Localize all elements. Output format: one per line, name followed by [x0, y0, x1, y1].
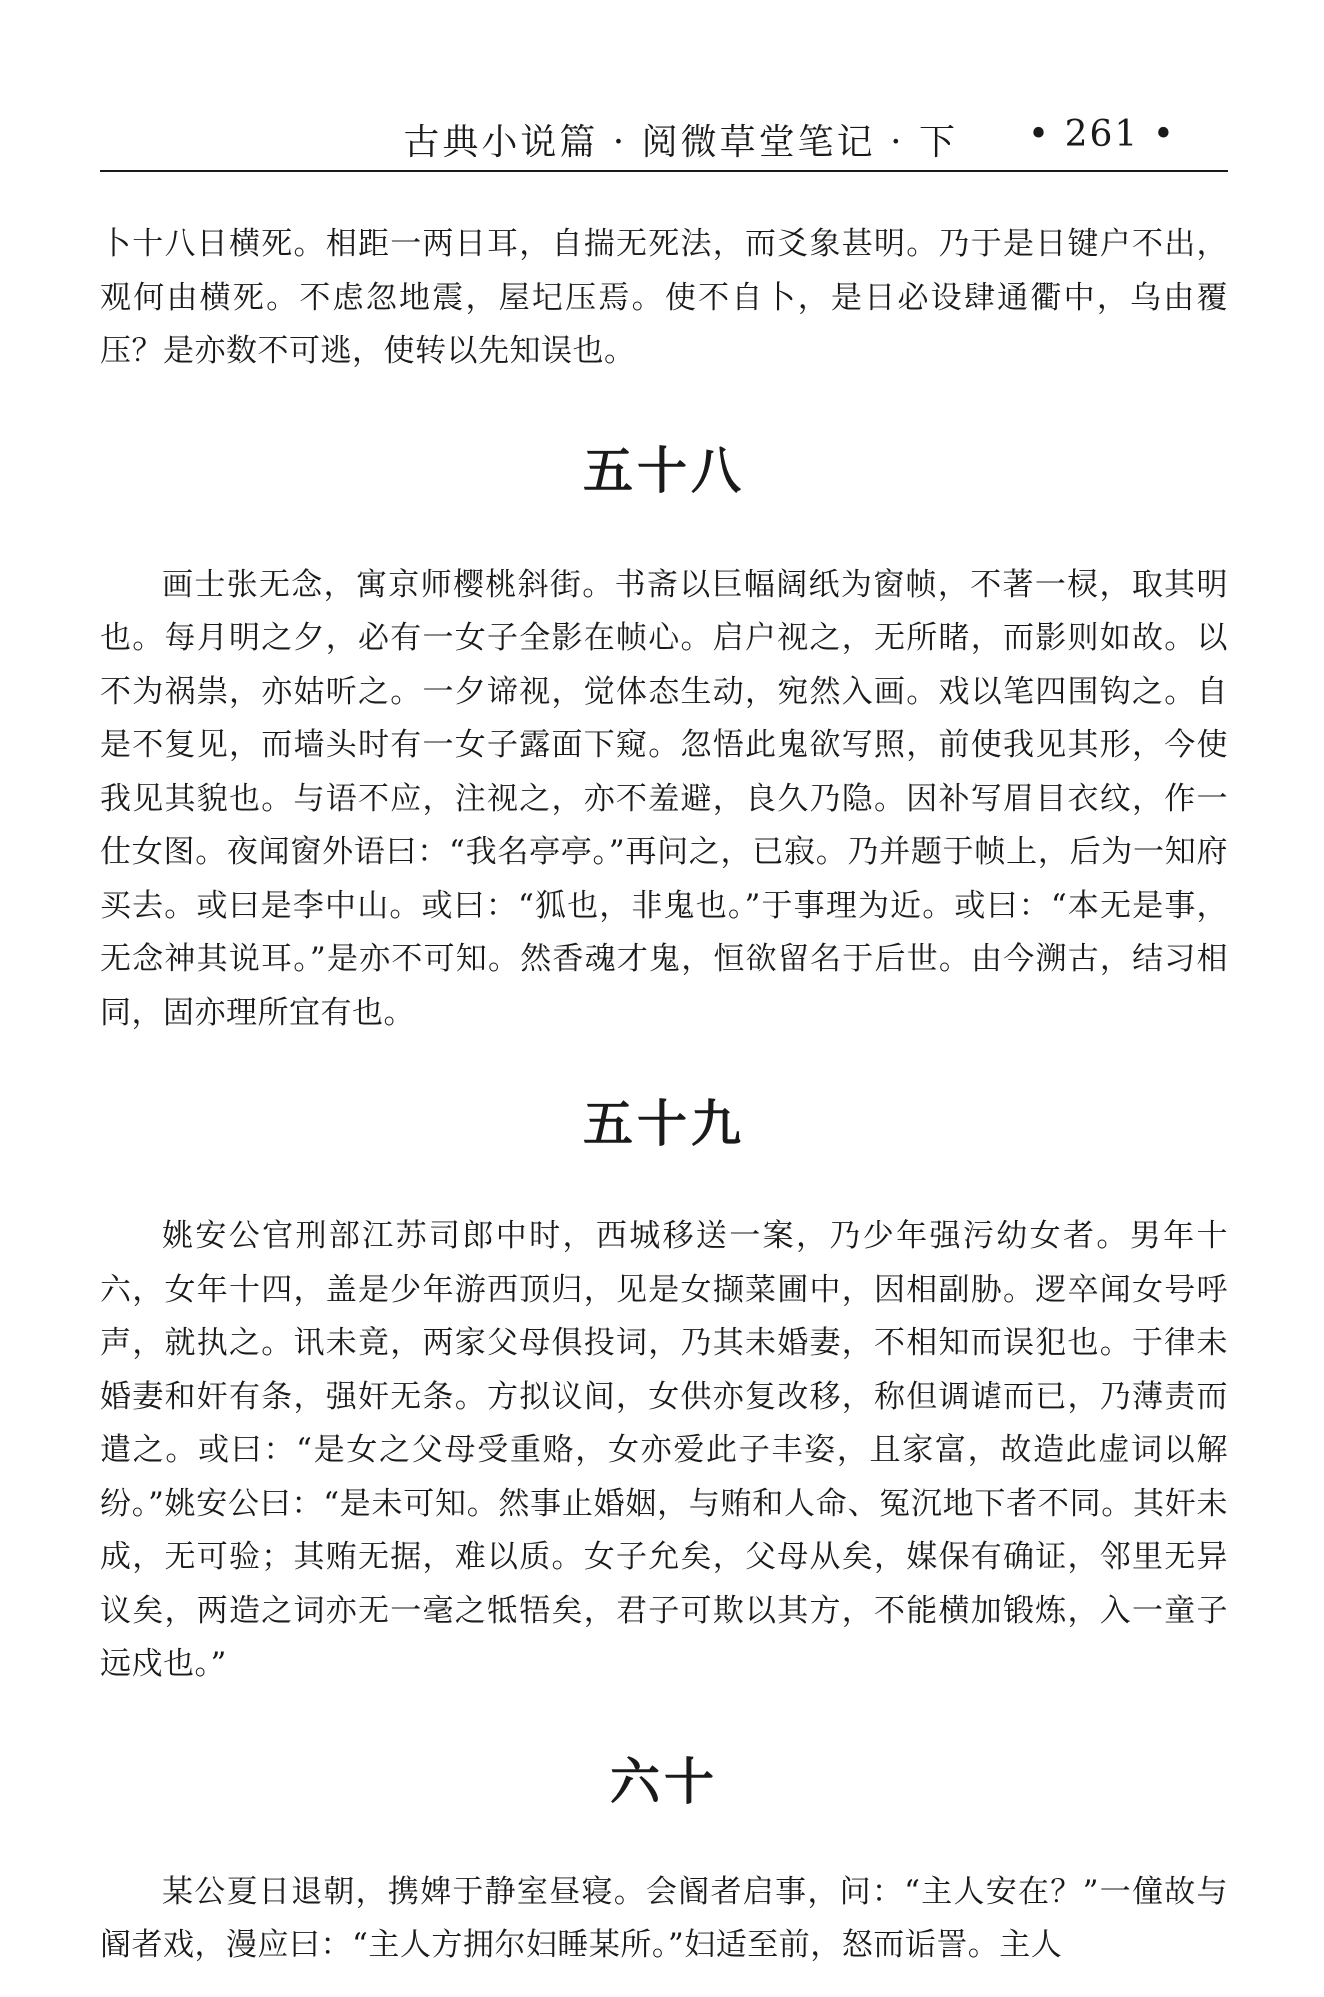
section-59-title: 五十九: [583, 1095, 745, 1153]
page-number: • 261 •: [1027, 114, 1176, 155]
section-59-paragraph: 姚安公官刑部江苏司郎中时，西城移送一案，乃少年强污幼女者。男年十六，女年十四，盖是少年游西顶归，见是女撷菜圃中，因相副胁。逻卒闻女号呼声，就执之。讯未竟，两家父母俱投词，乃其未婚妻，不相知而误犯也。于律未婚妻和奸有条，强奸无条。方拟议间，女供亦复改移，称但调谑而已，乃薄责而遣之。或曰：“是女之父母受重赂，女亦爱此子丰姿，且家富，故造此虚词以解纷。”姚安公曰：“是未可知。然事止婚姻，与贿和人命、冤沉地下者不同。其奸未成，无可验；其贿无据，难以质。女子允矣，父母从矣，媒保有确证，邻里无异议矣，两造之词亦无一毫之牴牾矣，君子可欺以其方，不能横加锻炼，入一童子远戍也。”: [100, 1218, 1228, 1682]
running-head: [100, 108, 1228, 170]
intro-paragraph: 卜十八日横死。相距一两日耳，自揣无死法，而爻象甚明。乃于是日键户不出，观何由横死。不虑忽地震，屋圮压焉。使不自卜，是日必设肆通衢中，乌由覆压？是亦数不可逃，使转以先知误也。: [100, 226, 1228, 369]
header-rule: [100, 170, 1228, 172]
section-60-title: 六十: [610, 1752, 718, 1811]
running-title: 古典小说篇 · 阅微草堂笔记 · 下: [403, 122, 958, 163]
section-58-title: 五十八: [583, 441, 745, 500]
body-text: [100, 218, 1228, 1973]
section-60-paragraph: 某公夏日退朝，携婢于静室昼寝。会阍者启事，问：“主人安在？”一僮故与阍者戏，漫应曰：“主人方拥尔妇睡某所。”妇适至前，怒而诟詈。主人: [100, 1873, 1228, 1963]
section-58-paragraph: 画士张无念，寓京师樱桃斜街。书斋以巨幅阔纸为窗帧，不著一棂，取其明也。每月明之夕，必有一女子全影在帧心。启户视之，无所睹，而影则如故。以不为祸祟，亦姑听之。一夕谛视，觉体态生动，宛然入画。戏以笔四围钩之。自是不复见，而墙头时有一女子露面下窥。忽悟此鬼欲写照，前使我见其形，今使我见其貌也。与语不应，注视之，亦不羞避，良久乃隐。因补写眉目衣纹，作一仕女图。夜闻窗外语曰：“我名亭亭。”再问之，已寂。乃并题于帧上，后为一知府买去。或曰是李中山。或曰：“狐也，非鬼也。”于事理为近。或曰：“本无是事，无念神其说耳。”是亦不可知。然香魂才鬼，恒欲留名于后世。由今溯古，结习相同，固亦理所宜有也。: [100, 566, 1228, 1031]
